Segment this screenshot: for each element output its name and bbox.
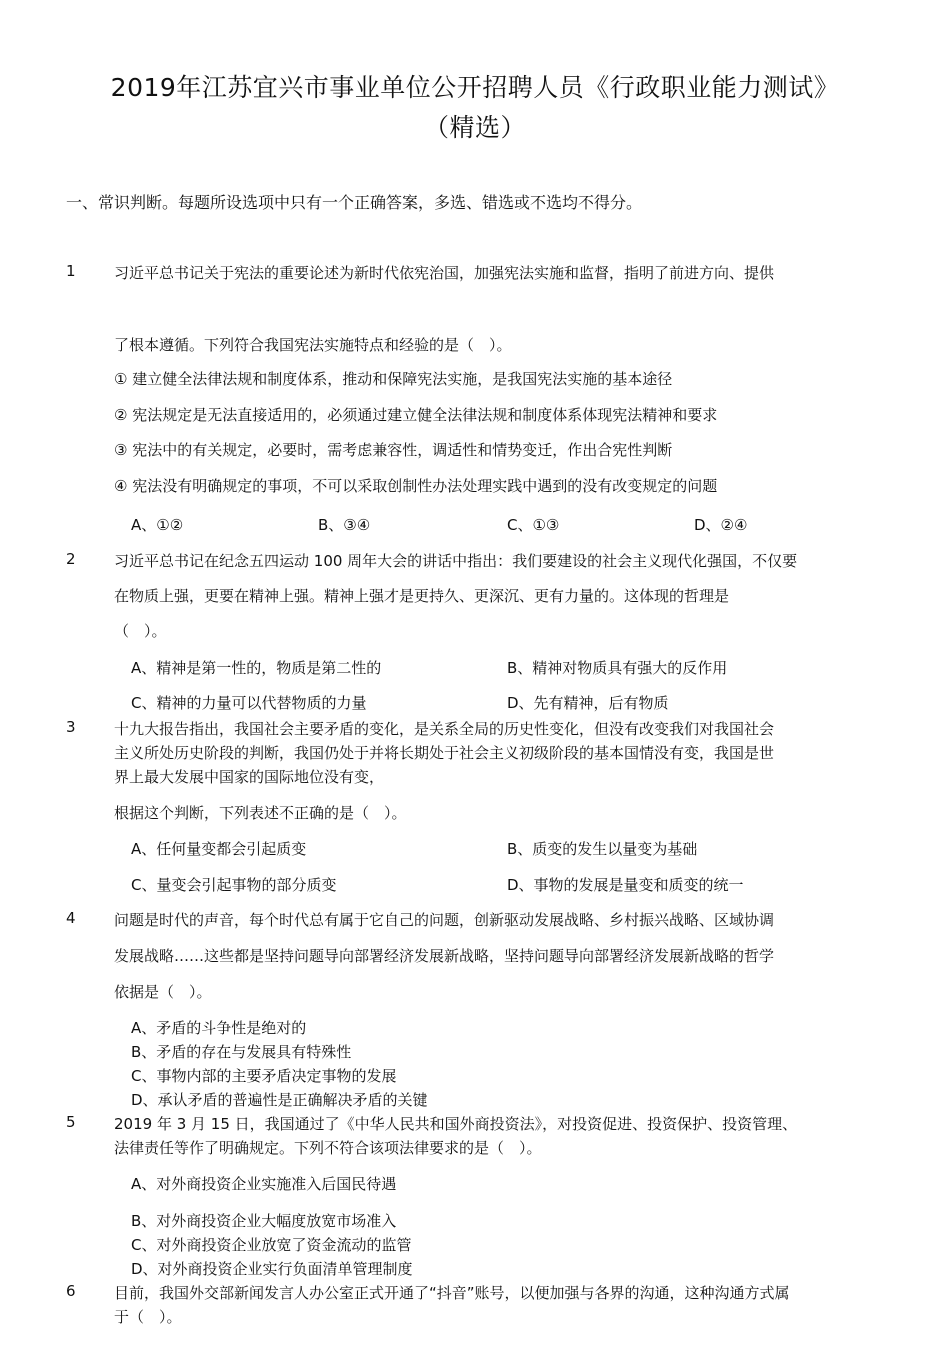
option-b: B、矛盾的存在与发展具有特殊性 xyxy=(131,1043,352,1061)
question-text-line: 十九大报告指出，我国社会主要矛盾的变化，是关系全局的历史性变化，但没有改变我们对我国社会 xyxy=(114,720,775,738)
question-text-line: 2019 年 3 月 15 日，我国通过了《中华人民共和国外商投资法》，对投资促进、投资保护、投资管理、 xyxy=(114,1115,798,1133)
option-b: B、质变的发生以量变为基础 xyxy=(507,840,698,858)
question-number: 2 xyxy=(66,550,76,568)
question-text-line: 根据这个判断，下列表述不正确的是（ ）。 xyxy=(114,804,407,822)
option-c: C、事物内部的主要矛盾决定事物的发展 xyxy=(131,1067,397,1085)
option-a: A、矛盾的斗争性是绝对的 xyxy=(131,1019,307,1037)
question-text-line: 目前，我国外交部新闻发言人办公室正式开通了“抖音”账号，以便加强与各界的沟通，这种沟通方式属 xyxy=(114,1284,790,1302)
option-a: A、对外商投资企业实施准入后国民待遇 xyxy=(131,1175,397,1193)
question-number: 1 xyxy=(66,262,76,280)
option-b: B、③④ xyxy=(318,516,371,534)
option-a: A、任何量变都会引起质变 xyxy=(131,840,307,858)
section-heading: 一、常识判断。每题所设选项中只有一个正确答案，多选、错选或不选均不得分。 xyxy=(66,193,643,212)
question-statement: ① 建立健全法律法规和制度体系，推动和保障宪法实施，是我国宪法实施的基本途径 xyxy=(114,370,673,388)
question-text-line: 问题是时代的声音，每个时代总有属于它自己的问题，创新驱动发展战略、乡村振兴战略、区域协调 xyxy=(114,911,775,929)
question-text-line: 主义所处历史阶段的判断，我国仍处于并将长期处于社会主义初级阶段的基本国情没有变，我国是世 xyxy=(114,744,775,762)
option-c: C、对外商投资企业放宽了资金流动的监管 xyxy=(131,1236,412,1254)
option-d: D、对外商投资企业实行负面清单管理制度 xyxy=(131,1260,413,1278)
option-c: C、量变会引起事物的部分质变 xyxy=(131,876,337,894)
question-statement: ③ 宪法中的有关规定，必要时，需考虑兼容性，调适性和情势变迁，作出合宪性判断 xyxy=(114,441,673,459)
question-text-line: （ ）。 xyxy=(114,622,167,640)
question-text-line: 了根本遵循。下列符合我国宪法实施特点和经验的是（ ）。 xyxy=(114,336,512,354)
question-statement: ② 宪法规定是无法直接适用的，必须通过建立健全法律法规和制度体系体现宪法精神和要求 xyxy=(114,406,718,424)
question-text-line: 习近平总书记在纪念五四运动 100 周年大会的讲话中指出：我们要建设的社会主义现代化强国，不仅要 xyxy=(114,552,798,570)
question-text-line: 于（ ）。 xyxy=(114,1308,182,1326)
option-a: A、①② xyxy=(131,516,184,534)
question-number: 3 xyxy=(66,718,76,736)
option-d: D、事物的发展是量变和质变的统一 xyxy=(507,876,744,894)
option-d: D、承认矛盾的普遍性是正确解决矛盾的关键 xyxy=(131,1091,428,1109)
option-b: B、对外商投资企业大幅度放宽市场准入 xyxy=(131,1212,397,1230)
page-subtitle: （精选） xyxy=(423,113,526,142)
question-text-line: 在物质上强，更要在精神上强。精神上强才是更持久、更深沉、更有力量的。这体现的哲理是 xyxy=(114,587,730,605)
option-c: C、精神的力量可以代替物质的力量 xyxy=(131,694,367,712)
question-statement: ④ 宪法没有明确规定的事项，不可以采取创制性办法处理实践中遇到的没有改变规定的问题 xyxy=(114,477,718,495)
option-d: D、先有精神，后有物质 xyxy=(507,694,669,712)
option-c: C、①③ xyxy=(507,516,560,534)
question-number: 5 xyxy=(66,1113,76,1131)
question-number: 6 xyxy=(66,1282,76,1300)
option-d: D、②④ xyxy=(694,516,748,534)
option-b: B、精神对物质具有强大的反作用 xyxy=(507,659,728,677)
page-title: 2019年江苏宜兴市事业单位公开招聘人员《行政职业能力测试》 xyxy=(110,73,840,102)
question-text-line: 依据是（ ）。 xyxy=(114,983,212,1001)
option-a: A、精神是第一性的，物质是第二性的 xyxy=(131,659,382,677)
question-text-line: 习近平总书记关于宪法的重要论述为新时代依宪治国，加强宪法实施和监督，指明了前进方向、提供 xyxy=(114,264,775,282)
question-text-line: 发展战略……这些都是坚持问题导向部署经济发展新战略，坚持问题导向部署经济发展新战略的哲学 xyxy=(114,947,775,965)
question-text-line: 界上最大发展中国家的国际地位没有变， xyxy=(114,768,385,786)
question-text-line: 法律责任等作了明确规定。下列不符合该项法律要求的是（ ）。 xyxy=(114,1139,542,1157)
question-number: 4 xyxy=(66,909,76,927)
